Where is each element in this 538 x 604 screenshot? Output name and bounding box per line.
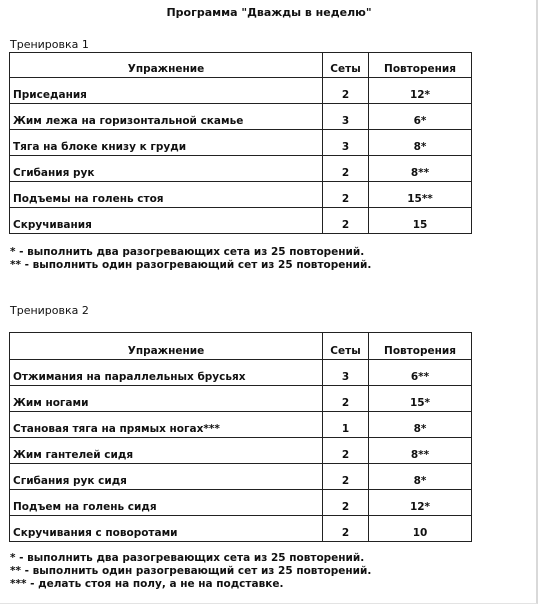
table-row: [10, 412, 472, 438]
table-row: [10, 208, 472, 234]
table-row: [10, 386, 472, 412]
workout1-table: [9, 52, 472, 234]
reps-cell: 8**: [369, 438, 472, 464]
reps-cell: 12*: [369, 78, 472, 104]
table-row: [10, 104, 472, 130]
sets-cell: 2: [323, 386, 369, 412]
column-header-sets: Сеты: [323, 333, 369, 360]
table-row: [10, 78, 472, 104]
sets-cell: 2: [323, 516, 369, 542]
footnote: *** - делать стоя на полу, а не на подставке.: [10, 578, 284, 590]
reps-cell: 12*: [369, 490, 472, 516]
reps-cell: 15**: [369, 182, 472, 208]
reps-cell: 8*: [369, 412, 472, 438]
exercise-cell: Скручивания: [10, 208, 323, 234]
exercise-cell: Подъем на голень сидя: [10, 490, 323, 516]
table-row: [10, 438, 472, 464]
column-header-exercise: Упражнение: [10, 333, 323, 360]
sets-cell: 3: [323, 360, 369, 386]
column-header-exercise: Упражнение: [10, 53, 323, 78]
column-header-reps: Повторения: [369, 53, 472, 78]
exercise-cell: Жим ногами: [10, 386, 323, 412]
table-row: [10, 490, 472, 516]
sets-cell: 3: [323, 130, 369, 156]
table-header-row: [10, 53, 472, 78]
column-header-reps: Повторения: [369, 333, 472, 360]
table-row: [10, 516, 472, 542]
footnote: * - выполнить два разогревающих сета из 25 повторений.: [10, 552, 365, 564]
footnote: * - выполнить два разогревающих сета из 25 повторений.: [10, 246, 365, 258]
exercise-cell: Сгибания рук сидя: [10, 464, 323, 490]
reps-cell: 6**: [369, 360, 472, 386]
reps-cell: 15: [369, 208, 472, 234]
reps-cell: 10: [369, 516, 472, 542]
workout1-label: Тренировка 1: [10, 38, 89, 51]
exercise-cell: Тяга на блоке книзу к груди: [10, 130, 323, 156]
sets-cell: 2: [323, 156, 369, 182]
table-row: [10, 130, 472, 156]
reps-cell: 8**: [369, 156, 472, 182]
reps-cell: 6*: [369, 104, 472, 130]
workout1-footnotes: [10, 246, 371, 272]
table-row: [10, 464, 472, 490]
sets-cell: 2: [323, 464, 369, 490]
table-row: [10, 182, 472, 208]
exercise-cell: Приседания: [10, 78, 323, 104]
workout2-table: [9, 332, 472, 542]
sets-cell: 2: [323, 182, 369, 208]
exercise-cell: Отжимания на параллельных брусьях: [10, 360, 323, 386]
exercise-cell: Скручивания с поворотами: [10, 516, 323, 542]
table-row: [10, 360, 472, 386]
workout2-label: Тренировка 2: [10, 304, 89, 317]
sets-cell: 2: [323, 490, 369, 516]
reps-cell: 8*: [369, 464, 472, 490]
reps-cell: 8*: [369, 130, 472, 156]
column-header-sets: Сеты: [323, 53, 369, 78]
workout2-footnotes: [10, 552, 371, 591]
sets-cell: 2: [323, 208, 369, 234]
page-title: Программа "Дважды в неделю": [166, 6, 372, 19]
table-header-row: [10, 333, 472, 360]
exercise-cell: Жим гантелей сидя: [10, 438, 323, 464]
exercise-cell: Сгибания рук: [10, 156, 323, 182]
exercise-cell: Подъемы на голень стоя: [10, 182, 323, 208]
footnote: ** - выполнить один разогревающий сет из 25 повторений.: [10, 259, 372, 271]
table-row: [10, 156, 472, 182]
footnote: ** - выполнить один разогревающий сет из 25 повторений.: [10, 565, 372, 577]
sets-cell: 1: [323, 412, 369, 438]
reps-cell: 15*: [369, 386, 472, 412]
exercise-cell: Жим лежа на горизонтальной скамье: [10, 104, 323, 130]
exercise-cell: Становая тяга на прямых ногах***: [10, 412, 323, 438]
sets-cell: 2: [323, 438, 369, 464]
sets-cell: 2: [323, 78, 369, 104]
sets-cell: 3: [323, 104, 369, 130]
